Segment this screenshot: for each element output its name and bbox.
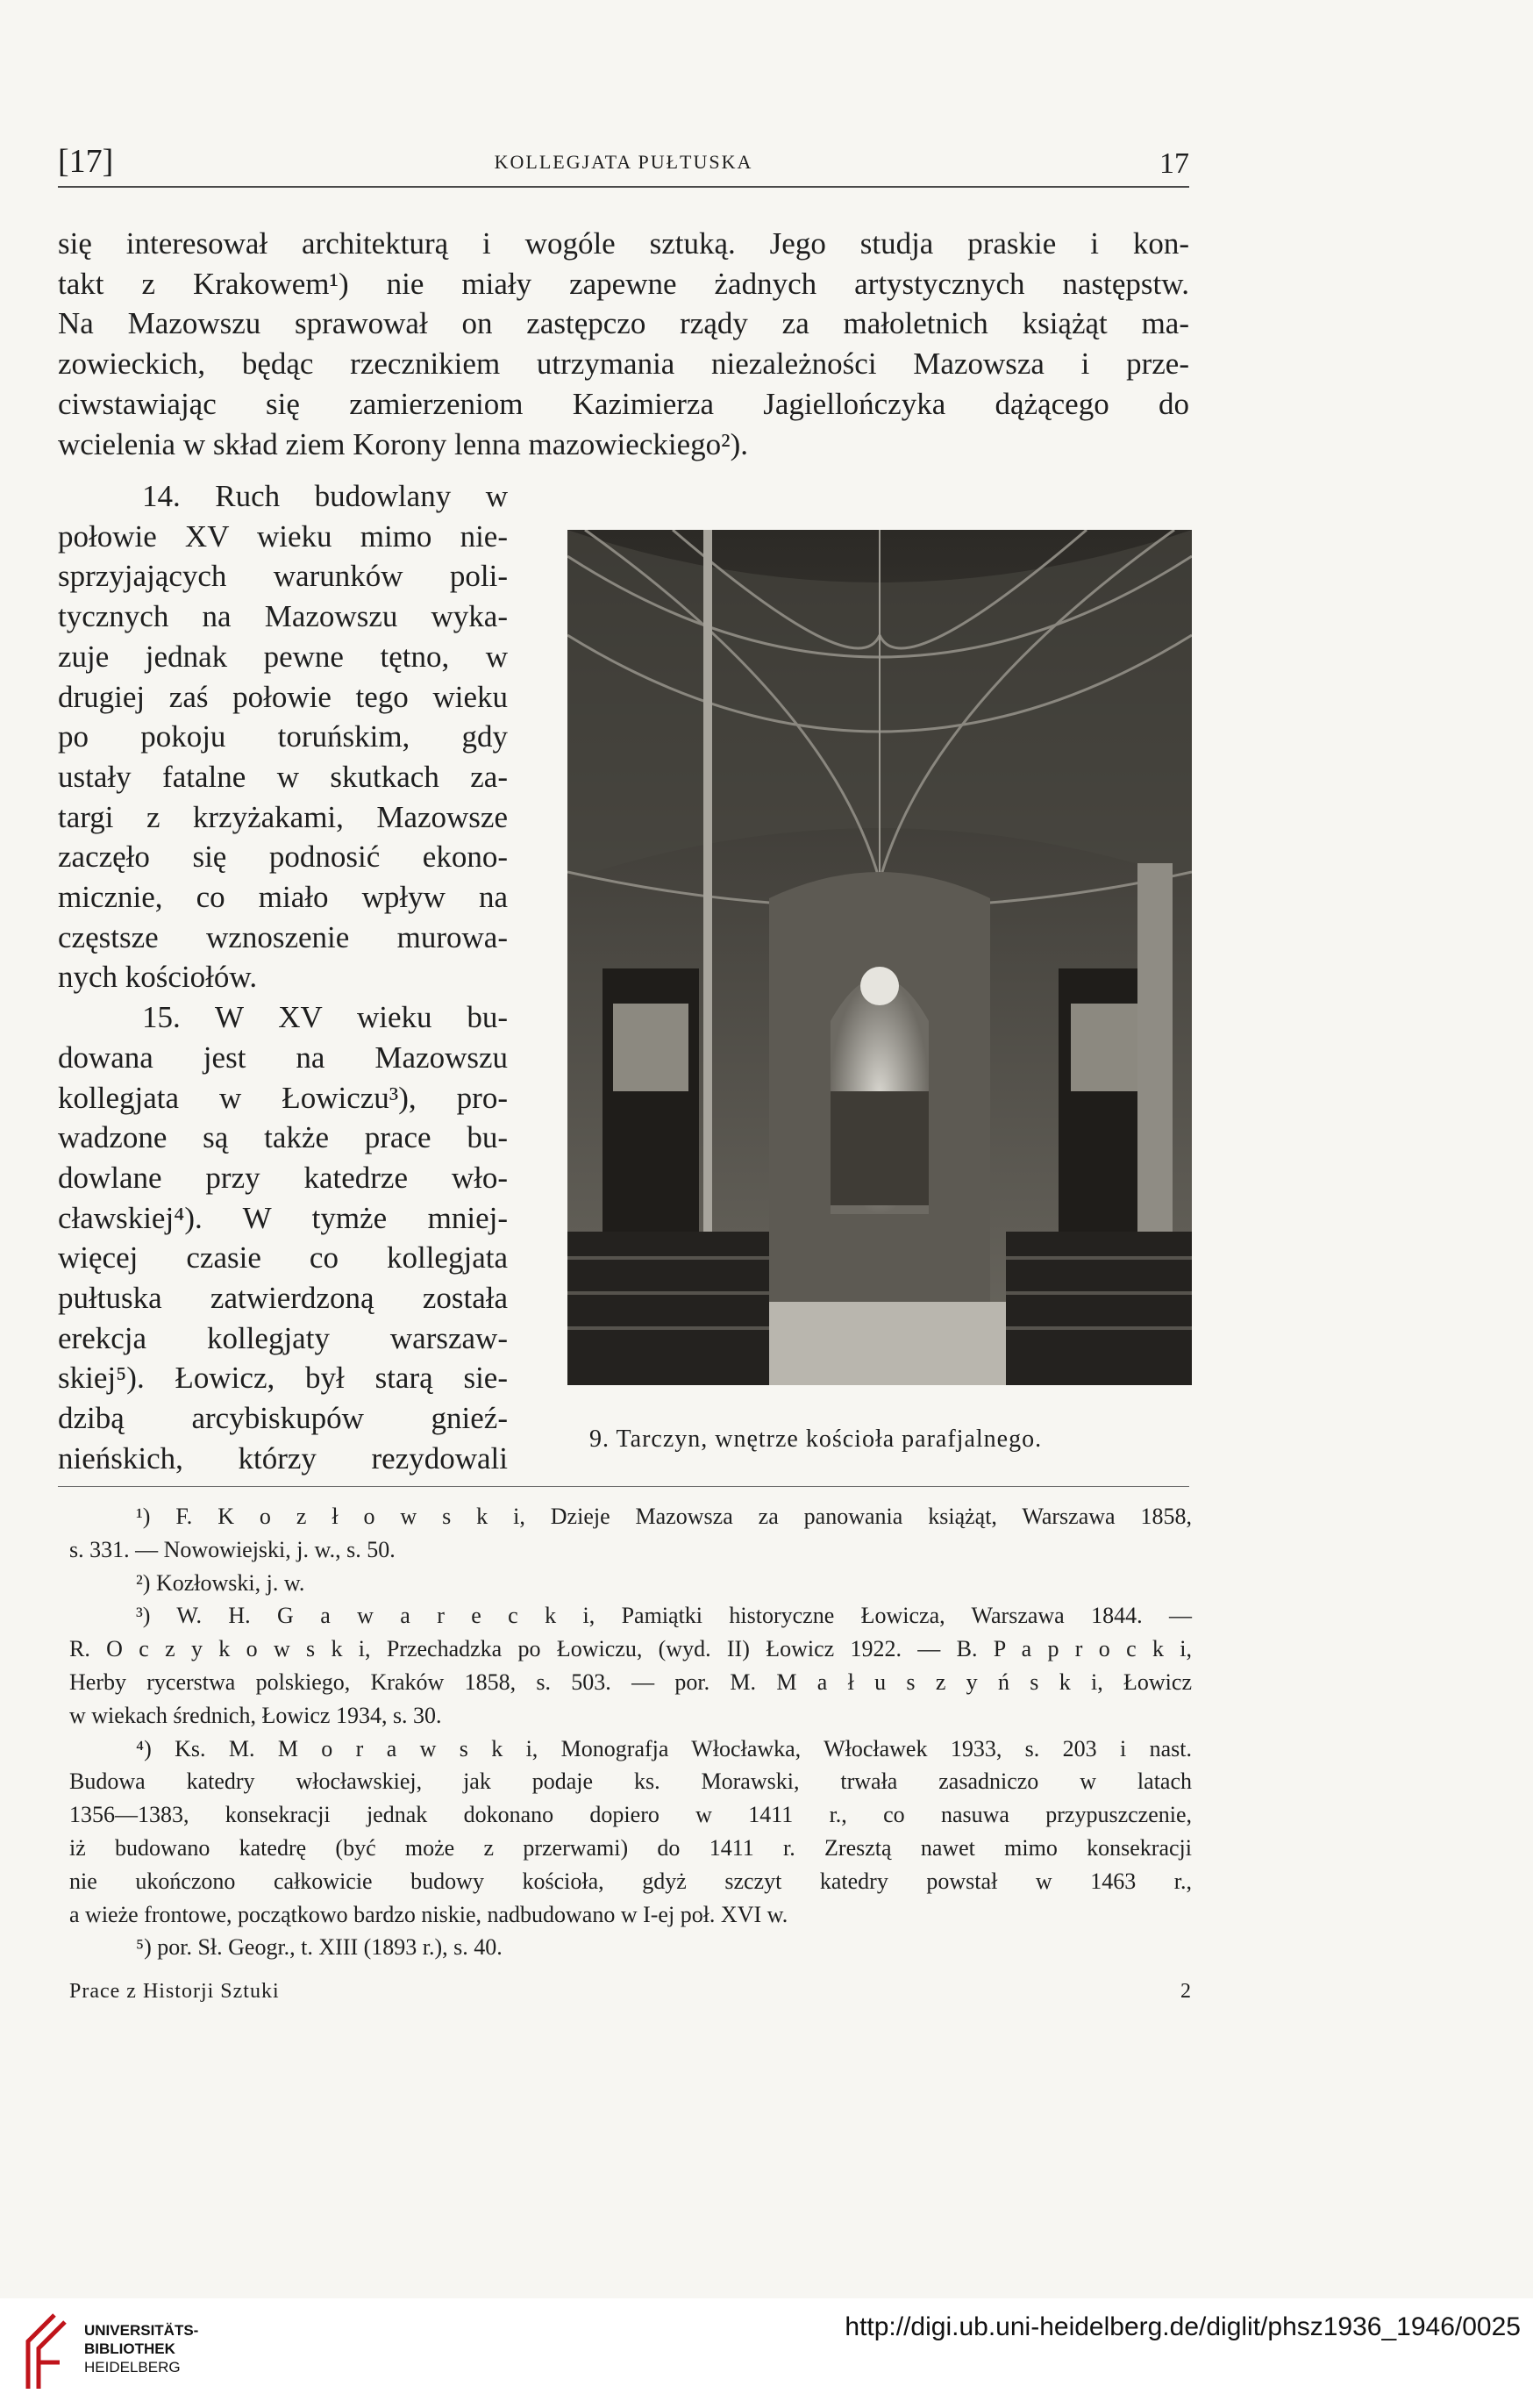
intro-paragraph [58, 224, 1189, 464]
text-line: ciwstawiając się zamierzeniom Kazimierza Jagiellończyka dążącego do [58, 386, 1189, 421]
text-line: takt z Krakowem¹) nie miały zapewne żadnych artystycznych następstw. [58, 266, 1189, 301]
text-line: targi z krzyżakami, Mazowsze [58, 799, 508, 834]
text-line: nych kościołów. [58, 960, 258, 995]
text-line: wcielenia w skład ziem Korony lenna mazowieckiego²). [58, 426, 749, 461]
text-line: erekcja kollegjaty warszaw- [58, 1320, 508, 1355]
footnote-line: nie ukończono całkowicie budowy kościoła, gdyż szczyt katedry powstał w 1463 r., [69, 1868, 1192, 1894]
section-15-start: 15. W XV wieku bu- [142, 1000, 508, 1035]
footnote-line: iż budowano katedrę (być może z przerwami) do 1411 r. Zresztą nawet mimo konsekracji [69, 1834, 1192, 1861]
text-line: wadzone są także prace bu- [58, 1120, 508, 1155]
text-line: połowie XV wieku mimo nie- [58, 518, 508, 554]
text-line: ustały fatalne w skutkach za- [58, 759, 508, 794]
library-name-line: BIBLIOTHEK [84, 2340, 175, 2357]
text-line: tycznych na Mazowszu wyka- [58, 599, 508, 634]
text-line: nieńskich, którzy rezydowali [58, 1440, 508, 1476]
body-column [58, 476, 508, 1479]
text-line: dzibą arcybiskupów gnieź- [58, 1401, 508, 1436]
footnote-line: Herby rycerstwa polskiego, Kraków 1858, s. 503. — por. M. M a ł u s z y ń s k i, Łowicz [69, 1668, 1192, 1695]
footnote-rule [58, 1486, 1189, 1487]
library-name [84, 2321, 198, 2376]
text-line: częstsze wznoszenie murowa- [58, 919, 508, 954]
footnote-line: a wieże frontowe, początkowo bardzo niskie, nadbudowano w I-ej poł. XVI w. [69, 1901, 788, 1927]
section-14-start: 14. Ruch budowlany w [142, 479, 508, 513]
text-line: drugiej zaś połowie tego wieku [58, 679, 508, 714]
footnote-line: 1356—1383, konsekracji jednak dokonano dopiero w 1411 r., co nasuwa przypuszczenie, [69, 1802, 1192, 1828]
figure-caption: 9. Tarczyn, wnętrze kościoła parafjalnego. [589, 1426, 1043, 1453]
text-line: sprzyjających warunków poli- [58, 559, 508, 594]
page-bracket-number: [17] [58, 143, 114, 180]
source-url[interactable]: http://digi.ub.uni-heidelberg.de/diglit/phsz1936_1946/0025 [845, 2312, 1521, 2341]
footnote-1: ¹) F. K o z ł o w s k i, Dzieje Mazowsza za panowania książąt, Warszawa 1858, [136, 1504, 1192, 1529]
church-interior-illustration [567, 530, 1192, 1385]
footnote-line: s. 331. — Nowowiejski, j. w., s. 50. [69, 1536, 396, 1562]
library-name-line: UNIVERSITÄTS- [84, 2322, 199, 2339]
signature-number: 2 [1180, 1980, 1191, 2003]
text-line: dowlane przy katedrze wło- [58, 1160, 508, 1195]
footnote-line: Budowa katedry włocławskiej, jak podaje ks. Morawski, trwała zasadniczo w latach [69, 1768, 1192, 1795]
text-line: się interesował architekturą i wogóle sztuką. Jego studja praskie i kon- [58, 226, 1189, 261]
text-line: Na Mazowszu sprawował on zastępczo rządy za małoletnich książąt ma- [58, 306, 1189, 341]
text-line: skiej⁵). Łowicz, był starą sie- [58, 1361, 508, 1396]
footnote-4: ⁴) Ks. M. M o r a w s k i, Monografja Włocławka, Włocławek 1933, s. 203 i nast. [136, 1735, 1192, 1761]
text-line: micznie, co miało wpływ na [58, 880, 508, 915]
page-number: 17 [1159, 147, 1189, 180]
footnotes [69, 1500, 1192, 1964]
text-line: zaczęło się podnosić ekono- [58, 840, 508, 875]
library-logo-icon [19, 2310, 72, 2394]
footnote-2: ²) Kozłowski, j. w. [136, 1569, 305, 1596]
text-line: więcej czasie co kollegjata [58, 1240, 508, 1275]
running-title: KOLLEGJATA PUŁTUSKA [494, 151, 753, 173]
library-name-line: HEIDELBERG [84, 2359, 181, 2376]
church-interior-photo [567, 530, 1192, 1385]
text-line: po pokoju toruńskim, gdy [58, 719, 508, 754]
text-line: cławskiej⁴). W tymże mniej- [58, 1200, 508, 1235]
text-line: dowana jest na Mazowszu [58, 1040, 508, 1075]
series-title: Prace z Historji Sztuki [69, 1980, 280, 2003]
text-line: pułtuska zatwierdzoną została [58, 1281, 508, 1316]
footnote-line: R. O c z y k o w s k i, Przechadzka po Łowiczu, (wyd. II) Łowicz 1922. — B. P a p r o c k i, [69, 1636, 1192, 1662]
text-line: kollegjata w Łowiczu³), pro- [58, 1080, 508, 1115]
text-line: zowieckich, będąc rzecznikiem utrzymania niezależności Mazowsza i prze- [58, 347, 1189, 382]
text-line: zuje jednak pewne tętno, w [58, 639, 508, 674]
footnote-5: ⁵) por. Sł. Geogr., t. XIII (1893 r.), s. 40. [136, 1934, 503, 1961]
footnote-3: ³) W. H. G a w a r e c k i, Pamiątki historyczne Łowicza, Warszawa 1844. — [136, 1603, 1192, 1629]
running-header [58, 142, 1189, 186]
header-rule [58, 186, 1189, 188]
footnote-line: w wiekach średnich, Łowicz 1934, s. 30. [69, 1702, 442, 1728]
